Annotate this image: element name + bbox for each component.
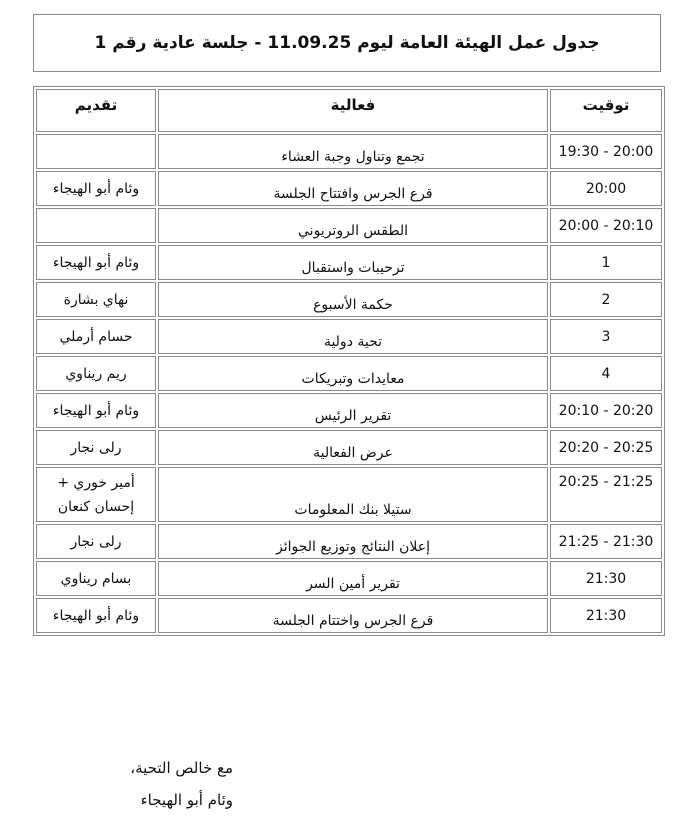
time-cell: 19:30 - 20:00 — [550, 134, 662, 169]
presenter-cell: رلى نجار — [36, 430, 156, 465]
table-row — [36, 430, 662, 465]
table-row — [36, 356, 662, 391]
event-cell: تقرير الرئيس — [158, 393, 548, 428]
time-cell: 21:30 — [550, 561, 662, 596]
document-title: جدول عمل الهيئة العامة ليوم 11.09.25 - جلسة عادية رقم 1 — [94, 33, 600, 53]
presenter-cell: نهاي بشارة — [36, 282, 156, 317]
event-cell: حكمة الأسبوع — [158, 282, 548, 317]
event-cell: ترحيبات واستقبال — [158, 245, 548, 280]
schedule-table — [33, 86, 665, 636]
signoff — [33, 752, 233, 816]
table-row — [36, 561, 662, 596]
event-cell: ستيلا بنك المعلومات — [158, 467, 548, 522]
event-cell: إعلان النتائج وتوزيع الجوائز — [158, 524, 548, 559]
time-cell: 20:10 - 20:20 — [550, 393, 662, 428]
presenter-cell: وئام أبو الهيجاء — [36, 598, 156, 633]
table-row — [36, 282, 662, 317]
time-cell: 20:20 - 20:25 — [550, 430, 662, 465]
event-cell: الطقس الروتريوني — [158, 208, 548, 243]
closing-greeting: مع خالص التحية، — [130, 759, 233, 777]
time-cell: 20:00 - 20:10 — [550, 208, 662, 243]
presenter-cell: أمير خوري + إحسان كنعان — [36, 467, 156, 522]
event-cell: عرض الفعالية — [158, 430, 548, 465]
table-row — [36, 393, 662, 428]
presenter-cell — [36, 134, 156, 169]
presenter-cell: رلى نجار — [36, 524, 156, 559]
presenter-cell — [36, 208, 156, 243]
time-cell: 21:25 - 21:30 — [550, 524, 662, 559]
time-cell: 3 — [550, 319, 662, 354]
event-cell: تجمع وتناول وجبة العشاء — [158, 134, 548, 169]
presenter-cell: وئام أبو الهيجاء — [36, 393, 156, 428]
header-presenter: تقديم — [36, 89, 156, 132]
time-cell: 4 — [550, 356, 662, 391]
table-row — [36, 524, 662, 559]
event-cell: تحية دولية — [158, 319, 548, 354]
table-row — [36, 134, 662, 169]
event-cell: قرع الجرس واختتام الجلسة — [158, 598, 548, 633]
table-row — [36, 319, 662, 354]
presenter-cell: ريم ريناوي — [36, 356, 156, 391]
event-cell: معايدات وتبريكات — [158, 356, 548, 391]
presenter-cell: حسام أرملي — [36, 319, 156, 354]
time-cell: 2 — [550, 282, 662, 317]
time-cell: 20:00 — [550, 171, 662, 206]
time-cell: 20:25 - 21:25 — [550, 467, 662, 522]
table-row — [36, 598, 662, 633]
presenter-cell: وئام أبو الهيجاء — [36, 171, 156, 206]
time-cell: 1 — [550, 245, 662, 280]
table-row — [36, 171, 662, 206]
table-row — [36, 467, 662, 522]
presenter-cell: بسام ريناوي — [36, 561, 156, 596]
header-time: توقيت — [550, 89, 662, 132]
closing-signature: وئام أبو الهيجاء — [140, 791, 233, 809]
event-cell: تقرير أمين السر — [158, 561, 548, 596]
title-box — [33, 14, 661, 72]
header-event: فعالية — [158, 89, 548, 132]
table-header-row — [36, 89, 662, 132]
time-cell: 21:30 — [550, 598, 662, 633]
table-row — [36, 245, 662, 280]
event-cell: قرع الجرس وافتتاح الجلسة — [158, 171, 548, 206]
table-row — [36, 208, 662, 243]
presenter-cell: وئام أبو الهيجاء — [36, 245, 156, 280]
